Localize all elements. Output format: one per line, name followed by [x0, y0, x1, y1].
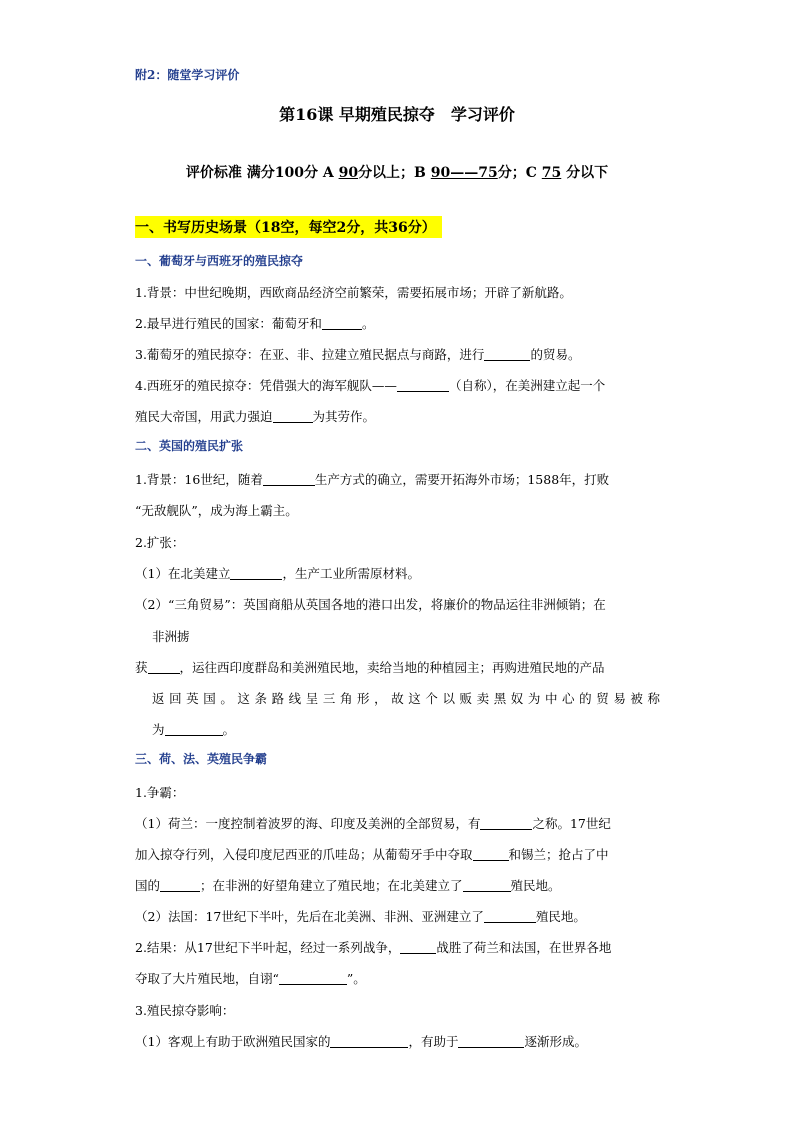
part2-line-6: 非洲掳 [152, 629, 190, 644]
part3-line-9 [135, 1032, 587, 1050]
text: ”。 [346, 971, 366, 986]
part1-heading: 一、葡萄牙与西班牙的殖民掠夺 [135, 254, 304, 268]
text: 殖民大帝国，用武力强迫 [135, 409, 273, 424]
fill-blank[interactable] [458, 1035, 524, 1048]
part1-line-3 [135, 345, 580, 363]
part3-line-7 [135, 969, 366, 987]
text: ，运往西印度群岛和美洲殖民地，卖给当地的种植园主；再购进殖民地的产品 [179, 660, 605, 675]
text: 逐渐形成。 [524, 1034, 587, 1049]
criteria-b-suffix: 分；C [497, 165, 542, 181]
fill-blank[interactable] [400, 941, 436, 954]
text: 殖民地。 [510, 878, 561, 893]
fill-blank[interactable] [484, 910, 536, 923]
text: 2.最早进行殖民的国家：葡萄牙和 [135, 316, 322, 331]
criteria-b-value: 90——75 [430, 165, 498, 181]
text: 战胜了荷兰和法国，在世界各地 [436, 940, 612, 955]
fill-blank[interactable] [273, 410, 313, 423]
fill-blank[interactable] [480, 817, 532, 830]
part1-line-1: 1.背景：中世纪晚期，西欧商品经济空前繁荣，需要拓展市场；开辟了新航路。 [135, 285, 572, 300]
text: （2）法国：17世纪下半叶，先后在北美洲、非洲、亚洲建立了 [135, 909, 484, 924]
appendix-label: 附2：随堂学习评价 [135, 68, 240, 82]
fill-blank[interactable] [263, 473, 315, 486]
part3-line-8: 3.殖民掠夺影响： [135, 1003, 235, 1018]
fill-blank[interactable] [148, 661, 180, 674]
fill-blank[interactable] [473, 848, 509, 861]
part2-line-4 [135, 564, 420, 582]
part1-line-2 [135, 314, 374, 332]
criteria-c-suffix: 分以下 [561, 165, 609, 181]
text: 获 [135, 660, 148, 675]
text: 国的 [135, 878, 161, 893]
part2-line-2: “无敌舰队”，成为海上霸主。 [135, 503, 298, 518]
evaluation-criteria [0, 162, 794, 182]
part3-line-5 [135, 907, 586, 925]
fill-blank[interactable] [463, 879, 511, 892]
part2-heading: 二、英国的殖民扩张 [135, 439, 244, 453]
part3-heading: 三、荷、法、英殖民争霸 [135, 752, 268, 766]
part2-line-9 [152, 720, 235, 738]
text: 2.结果：从17世纪下半叶起，经过一系列战争， [135, 940, 401, 955]
text: ，有助于 [408, 1034, 459, 1049]
text: 之称。17世纪 [532, 816, 611, 831]
fill-blank[interactable] [484, 348, 530, 361]
part3-line-2 [135, 814, 611, 832]
part3-line-4 [135, 876, 561, 894]
fill-blank[interactable] [165, 723, 223, 736]
part2-line-8: 返回英国。这条路线呈三角形，故这个以贩卖黑奴为中心的贸易被称 [152, 691, 660, 706]
text: 为其劳作。 [312, 409, 376, 424]
part1-line-4 [135, 376, 605, 394]
text: （1）在北美建立 [135, 566, 231, 581]
text: （自称），在美洲建立起一个 [448, 378, 606, 393]
fill-blank[interactable] [397, 379, 449, 392]
part3-line-1: 1.争霸： [135, 785, 185, 800]
fill-blank[interactable] [330, 1035, 408, 1048]
text: （1）客观上有助于欧洲殖民国家的 [135, 1034, 331, 1049]
text: 。 [361, 316, 375, 331]
text: （1）荷兰：一度控制着波罗的海、印度及美洲的全部贸易，有 [135, 816, 481, 831]
fill-blank[interactable] [230, 567, 282, 580]
text: ；在非洲的好望角建立了殖民地；在北美建立了 [200, 878, 463, 893]
part2-line-7 [135, 658, 605, 676]
text: 3.葡萄牙的殖民掠夺：在亚、非、拉建立殖民据点与商路，进行 [135, 347, 485, 362]
fill-blank[interactable] [160, 879, 200, 892]
text: ，生产工业所需原材料。 [282, 566, 420, 581]
part1-line-5 [135, 407, 375, 425]
criteria-prefix: 评价标准 满分100分 A [185, 165, 339, 181]
criteria-c-value: 75 [541, 165, 562, 181]
part3-line-3 [135, 845, 609, 863]
part3-line-6 [135, 938, 611, 956]
text: 夺取了大片殖民地，自诩“ [135, 971, 279, 986]
fill-blank[interactable] [279, 972, 347, 985]
criteria-a-value: 90 [338, 165, 359, 181]
text: 加入掠夺行列，入侵印度尼西亚的爪哇岛；从葡萄牙手中夺取 [135, 847, 473, 862]
criteria-a-suffix: 分以上；B [358, 165, 431, 181]
part2-line-5: （2）“三角贸易”：英国商船从英国各地的港口出发，将廉价的物品运往非洲倾销；在 [135, 597, 606, 612]
text: 生产方式的确立，需要开拓海外市场；1588年，打败 [314, 472, 610, 487]
text: 的贸易。 [530, 347, 581, 362]
text: 为 [152, 722, 165, 737]
text: 。 [222, 722, 236, 737]
text: 殖民地。 [535, 909, 586, 924]
section-heading-highlighted: 一、书写历史场景（18空，每空2分，共36分） [135, 216, 442, 238]
part2-line-3: 2.扩张： [135, 535, 185, 550]
text: 1.背景：16世纪，随着 [135, 472, 263, 487]
text: 4.西班牙的殖民掠夺：凭借强大的海军舰队—— [135, 378, 397, 393]
text: 和锡兰；抢占了中 [508, 847, 609, 862]
fill-blank[interactable] [322, 317, 362, 330]
part2-line-1 [135, 470, 609, 488]
page-title: 第16课 早期殖民掠夺 学习评价 [279, 105, 515, 124]
